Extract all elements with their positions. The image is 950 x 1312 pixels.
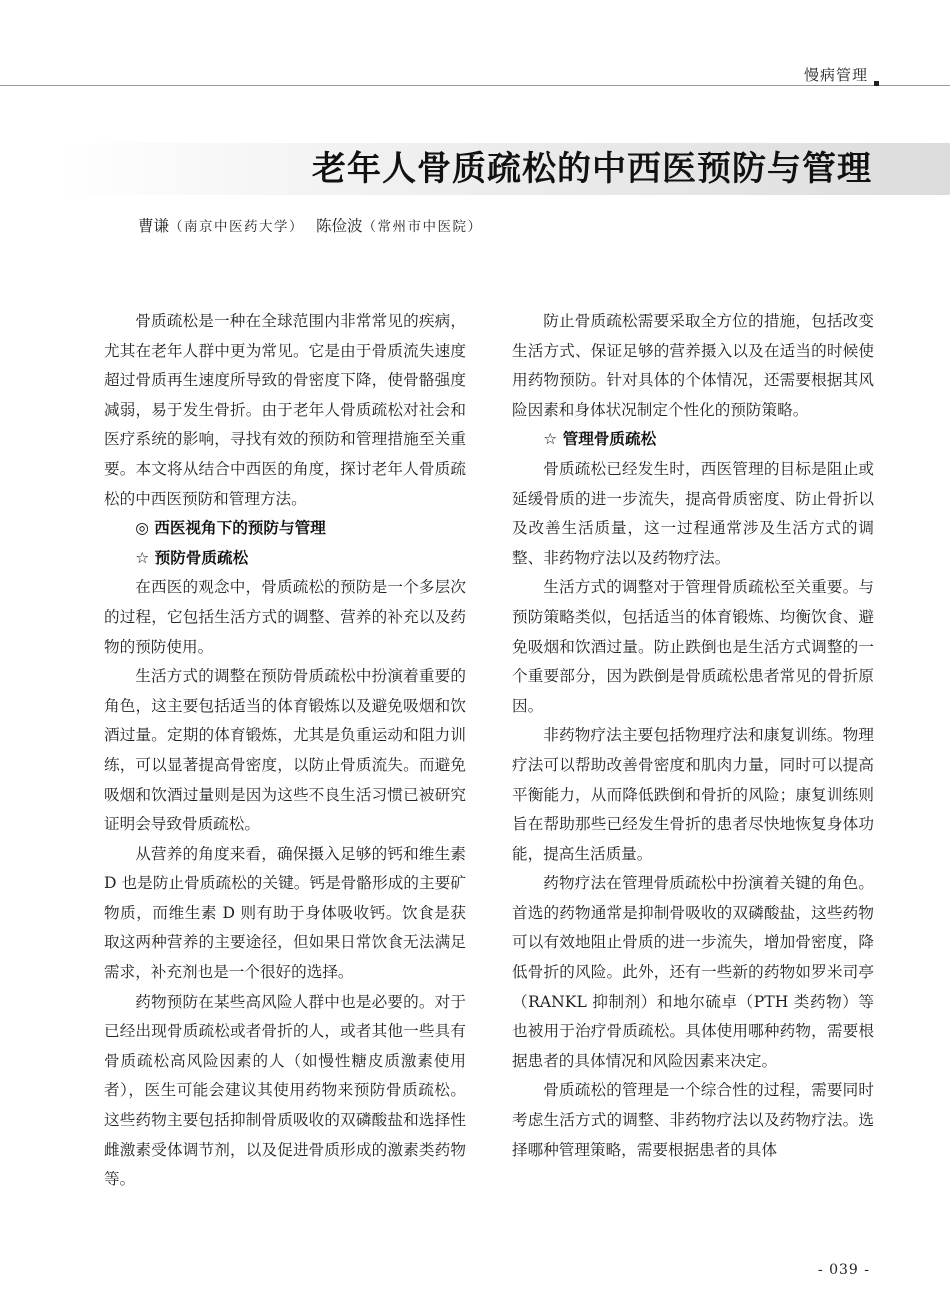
subheading-prevention: ☆ 预防骨质疏松 [135,548,249,567]
body-paragraph: 骨质疏松的管理是一个综合性的过程，需要同时考虑生活方式的调整、非药物疗法以及药物疗法。选择哪种管理策略，需要根据患者的具体 [512,1081,874,1159]
article-title: 老年人骨质疏松的中西医预防与管理 [312,149,872,189]
body-paragraph: 从营养的角度来看，确保摄入足够的钙和维生素 D 也是防止骨质疏松的关键。钙是骨骼形成的主要矿物质，而维生素 D 则有助于身体吸收钙。饮食是获取这两种营养的主要途径，但如果日常饮食无法满足需求，补充剂也是一个很好的选择。 [104,844,466,982]
header-rule [0,85,950,86]
left-column [104,307,466,1195]
subheading-management: ☆ 管理骨质疏松 [543,430,657,449]
section-label: 慢病管理 [803,66,868,84]
body-paragraph: 生活方式的调整在预防骨质疏松中扮演着重要的角色，这主要包括适当的体育锻炼以及避免吸烟和饮酒过量。定期的体育锻炼，尤其是负重运动和阻力训练，可以显著提高骨密度，以防止骨质流失。而避免吸烟和饮酒过量则是因为这些不良生活习惯已被研究证明会导致骨质疏松。 [104,667,466,834]
body-paragraph: 骨质疏松已经发生时，西医管理的目标是阻止或延缓骨质的进一步流失，提高骨质密度、防止骨折以及改善生活质量，这一过程通常涉及生活方式的调整、非药物疗法以及药物疗法。 [512,459,874,567]
intro-paragraph: 骨质疏松是一种在全球范围内非常常见的疾病，尤其在老年人群中更为常见。它是由于骨质流失速度超过骨质再生速度所导致的骨密度下降，使骨骼强度减弱，易于发生骨折。由于老年人骨质疏松对社会和医疗系统的影响，寻找有效的预防和管理措施至关重要。本文将从结合中西医的角度，探讨老年人骨质疏松的中西医预防和管理方法。 [104,312,466,508]
author-affiliation: （南京中医药大学） [169,219,305,235]
body-paragraph: 在西医的观念中，骨质疏松的预防是一个多层次的过程，它包括生活方式的调整、营养的补充以及药物的预防使用。 [104,578,466,656]
page-number: - 039 - [817,1262,870,1278]
section-marker [874,81,879,86]
section-heading-western: ◎ 西医视角下的预防与管理 [135,519,326,538]
author-affiliation: （常州市中医院） [362,219,483,235]
right-column [512,307,874,1165]
author-name: 曹谦 [138,217,170,235]
body-paragraph: 生活方式的调整对于管理骨质疏松至关重要。与预防策略类似，包括适当的体育锻炼、均衡饮食、避免吸烟和饮酒过量。防止跌倒也是生活方式调整的一个重要部分，因为跌倒是骨质疏松患者常见的骨折原因。 [512,578,874,715]
body-paragraph: 非药物疗法主要包括物理疗法和康复训练。物理疗法可以帮助改善骨密度和肌肉力量，同时可以提高平衡能力，从而降低跌倒和骨折的风险；康复训练则旨在帮助那些已经发生骨折的患者尽快地恢复身体功能，提高生活质量。 [512,726,874,863]
author-name: 陈俭波 [316,217,363,235]
author-line [138,214,483,236]
body-paragraph: 药物疗法在管理骨质疏松中扮演着关键的角色。首选的药物通常是抑制骨吸收的双磷酸盐，这些药物可以有效地阻止骨质的进一步流失，增加骨密度，降低骨折的风险。此外，还有一些新的药物如罗米司亭（RANKL 抑制剂）和地尔硫卓（PTH 类药物）等也被用于治疗骨质疏松。具体使用哪种药物，需要根据患者的具体情况和风险因素来决定。 [512,874,874,1070]
body-paragraph: 防止骨质疏松需要采取全方位的措施，包括改变生活方式、保证足够的营养摄入以及在适当的时候使用药物预防。针对具体的个体情况，还需要根据其风险因素和身体状况制定个性化的预防策略。 [512,312,874,419]
body-paragraph: 药物预防在某些高风险人群中也是必要的。对于已经出现骨质疏松或者骨折的人，或者其他一些具有骨质疏松高风险因素的人（如慢性糖皮质激素使用者），医生可能会建议其使用药物来预防骨质疏松。这些药物主要包括抑制骨质吸收的双磷酸盐和选择性雌激素受体调节剂，以及促进骨质形成的激素类药物等。 [104,992,466,1189]
